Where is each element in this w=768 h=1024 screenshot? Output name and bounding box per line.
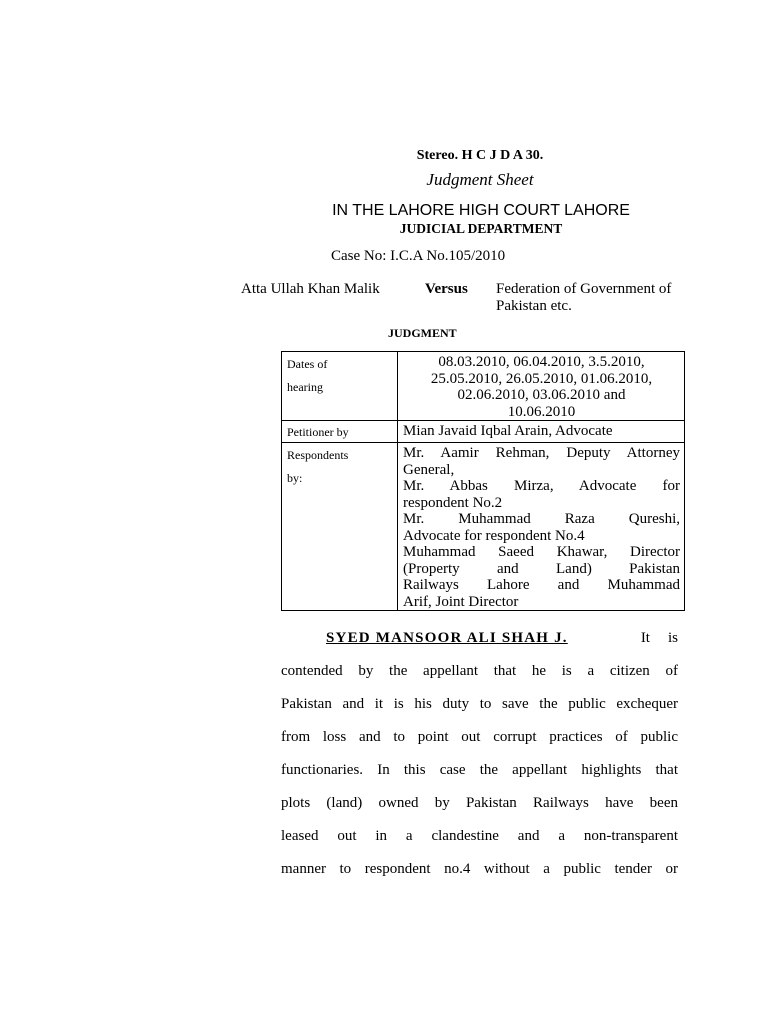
table-row-respondents <box>282 443 685 611</box>
respondents-label: Respondents <box>287 448 349 462</box>
judgment-first-line <box>281 622 678 655</box>
petitioner-value-cell <box>398 421 685 443</box>
dates-label-cell <box>282 352 398 421</box>
respondent-counsel-line: Muhammad Saeed Khawar, Director <box>403 544 680 560</box>
versus-label: Versus <box>425 281 468 297</box>
petitioner-label: Petitioner by <box>287 425 349 439</box>
respondent-counsel-line: respondent No.2 <box>403 494 503 511</box>
body-line: from loss and to point out corrupt practices of public <box>281 729 678 745</box>
respondent-counsel-line: Advocate for respondent No.4 <box>403 527 585 544</box>
first-line-word: is <box>667 630 678 646</box>
first-line-word: It <box>640 630 650 646</box>
respondent-counsel-line: Mr. Abbas Mirza, Advocate for <box>403 478 680 494</box>
body-line: Pakistan and it is his duty to save the public exchequer <box>281 696 678 712</box>
body-line: manner to respondent no.4 without a public tender or <box>281 861 678 877</box>
stereo-reference: Stereo. H C J D A 30. <box>416 148 544 163</box>
respondents-label-cell <box>282 443 398 611</box>
respondent-counsel-line: General, <box>403 461 455 478</box>
petitioner-counsel: Mian Javaid Iqbal Arain, Advocate <box>403 423 613 439</box>
table-row-petitioner <box>282 421 685 443</box>
judgment-body <box>281 622 678 886</box>
respondent-name: Federation of Government of Pakistan etc. <box>496 281 672 314</box>
body-line: contended by the appellant that he is a citizen of <box>281 663 678 679</box>
date-line: 08.03.2010, 06.04.2010, 3.5.2010, <box>438 354 645 370</box>
date-line: 25.05.2010, 26.05.2010, 01.06.2010, <box>430 370 653 387</box>
dates-label: Dates of <box>287 357 328 371</box>
respondent-counsel-line: Arif, Joint Director <box>403 593 519 610</box>
judgment-sheet-title: Judgment Sheet <box>426 170 534 189</box>
first-line-tail <box>641 622 678 655</box>
judgment-heading: JUDGMENT <box>388 326 457 340</box>
petitioner-name: Atta Ullah Khan Malik <box>241 281 380 297</box>
body-line: functionaries. In this case the appellant highlights that <box>281 762 678 778</box>
respondent-counsel-line: (Property and Land) Pakistan <box>403 560 680 577</box>
petitioner-label-cell <box>282 421 398 443</box>
body-line: leased out in a clandestine and a non-transparent <box>281 828 678 844</box>
judge-name: SYED MANSOOR ALI SHAH J. <box>326 630 568 646</box>
respondents-value-cell <box>398 443 685 611</box>
body-line: plots (land) owned by Pakistan Railways have been <box>281 795 678 811</box>
respondents-label-cont: by: <box>287 471 303 485</box>
respondent-counsel-line: Mr. Muhammad Raza Qureshi, <box>403 511 680 527</box>
court-name: IN THE LAHORE HIGH COURT LAHORE <box>332 202 630 219</box>
respondent-counsel-line: Mr. Aamir Rehman, Deputy Attorney <box>403 445 680 461</box>
dates-value-cell <box>398 352 685 421</box>
case-number: Case No: I.C.A No.105/2010 <box>331 248 506 264</box>
date-line: 02.06.2010, 03.06.2010 and <box>457 387 626 403</box>
respondent-counsel-line: Railways Lahore and Muhammad <box>403 577 680 593</box>
department-name: JUDICIAL DEPARTMENT <box>399 221 563 236</box>
date-line: 10.06.2010 <box>507 403 576 420</box>
hearing-info-table <box>281 351 685 611</box>
table-row-dates <box>282 352 685 421</box>
dates-label-cont: hearing <box>287 380 323 394</box>
